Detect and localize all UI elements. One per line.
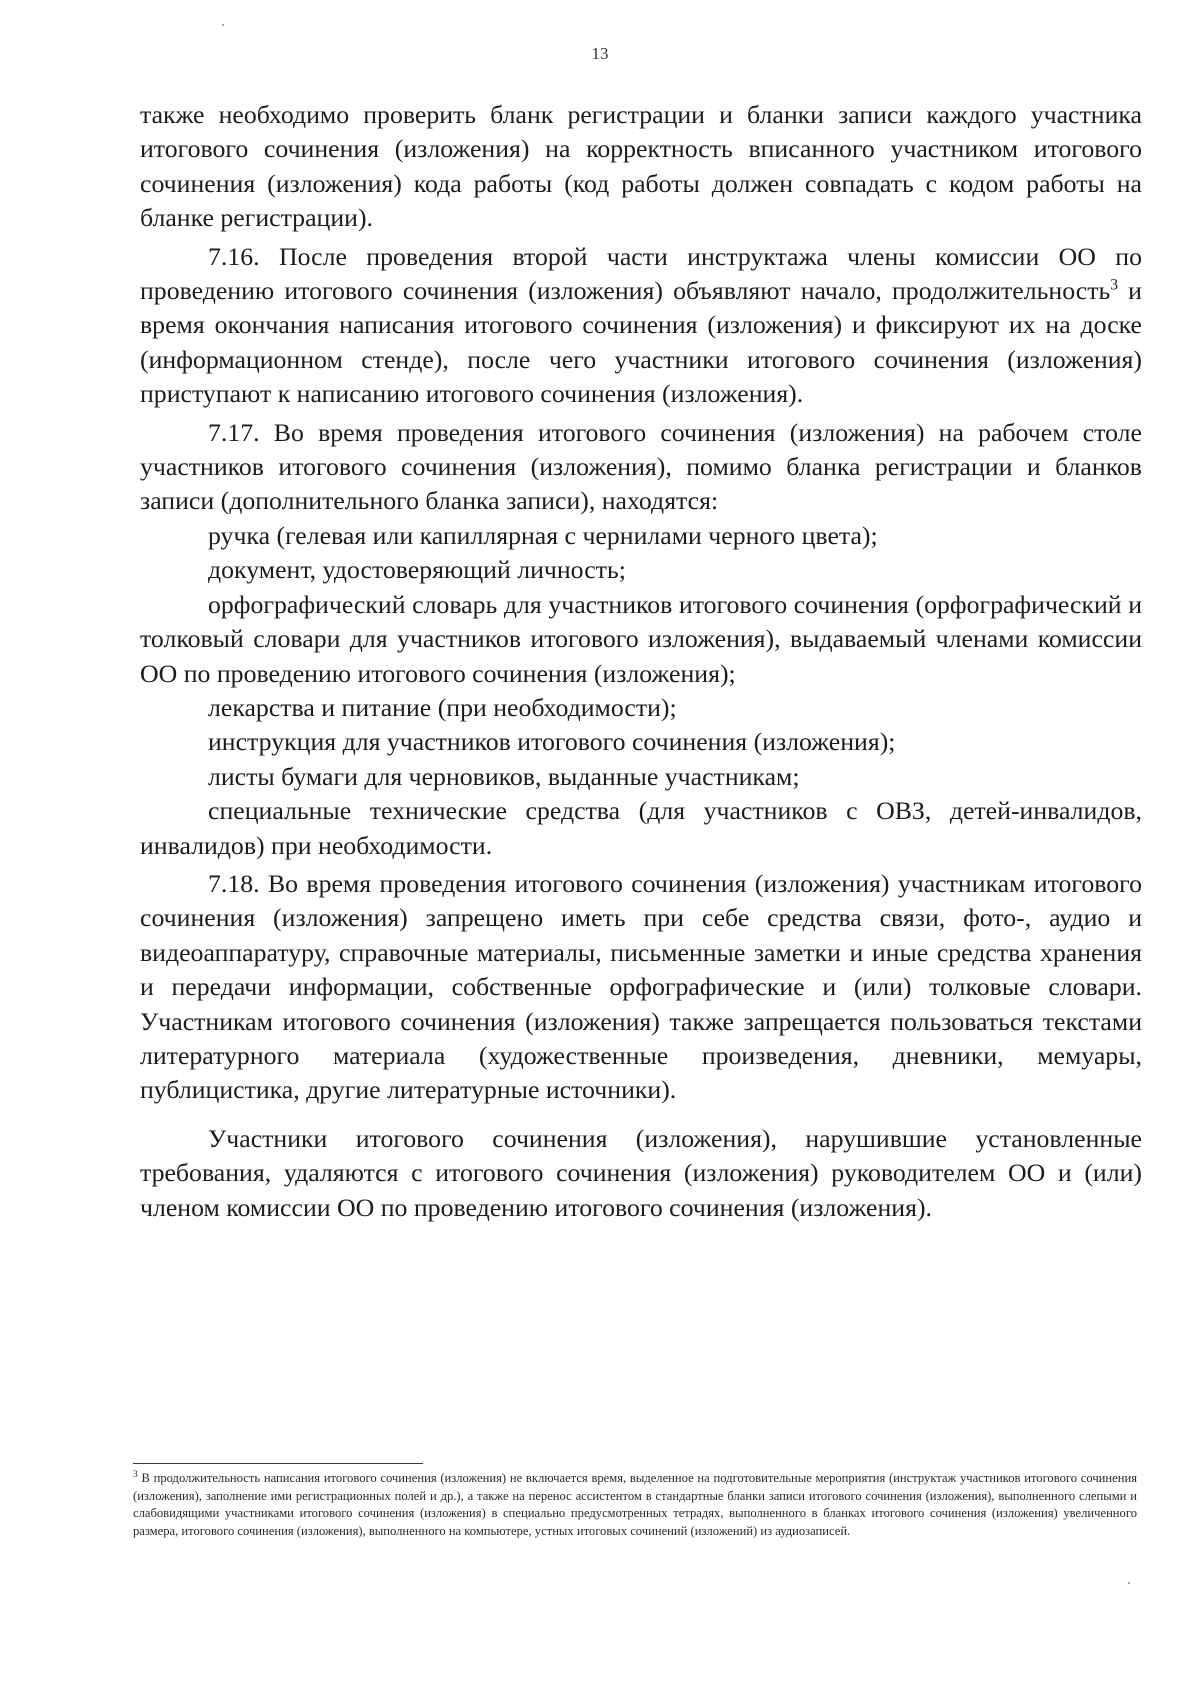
list-item-instructions: инструкция для участников итогового сочинения (изложения);: [208, 727, 896, 757]
paragraph-7-16-part-1: 7.16. После проведения второй части инструктажа члены комиссии ОО по проведению итогового сочинения (изложения) объявляют начало, продолжительность: [140, 241, 1142, 306]
paragraph-7-18: 7.18. Во время проведения итогового сочинения (изложения) участникам итогового сочинения (изложения) запрещено иметь при себе средства связи, фото-, аудио и видеоаппаратуру, справочные материалы, письменные заметки и иные средства хранения и передачи информации, собственные орфографические и (или) толковые словари. Участникам итогового сочинения (изложения) также запрещается пользоваться текстами литературного материала (художественные произведения, дневники, мемуары, публицистика, другие литературные источники).: [140, 868, 1142, 1105]
list-item-draft-sheets: листы бумаги для черновиков, выданные участникам;: [208, 761, 800, 791]
list-item-pen: ручка (гелевая или капиллярная с чернилами черного цвета);: [208, 520, 878, 550]
list-item-medicine-food: лекарства и питание (при необходимости);: [208, 692, 677, 722]
paragraph-7-16: [140, 240, 1142, 412]
paragraph-7-17: 7.17. Во время проведения итогового сочинения (изложения) на рабочем столе участников итогового сочинения (изложения), помимо бланка регистрации и бланков записи (дополнительного бланка записи), находятся:: [140, 417, 1142, 516]
footnote-text: В продолжительность написания итогового сочинения (изложения) не включается время, выделенное на подготовительные мероприятия (инструктаж участников итогового сочинения (изложения), заполнение ими регистрационных полей и др.), а также на перенос ассистентом в стандартные бланки записи итогового сочинения (изложения), выполненного слепыми и слабовидящими участниками итогового сочинения (изложения) в специально предусмотренных тетрадях, выполненного в бланках итогового сочинения (изложения) увеличенного размера, итогового сочинения (изложения), выполненного на компьютере, устных итоговых сочинений (изложений) из аудиозаписей.: [133, 1471, 1137, 1538]
scan-speck: [1128, 1582, 1130, 1584]
list-item-technical-means: специальные технические средства (для участников с ОВЗ, детей-инвалидов, инвалидов) при необходимости.: [140, 796, 1142, 860]
list-item-id-document: документ, удостоверяющий личность;: [208, 555, 626, 585]
footnote-reference: 3: [1110, 276, 1118, 294]
scan-speck: [222, 24, 224, 26]
footnote-marker: 3: [133, 1469, 138, 1480]
list-item-dictionary: орфографический словарь для участников итогового сочинения (орфографический и толковый словари для участников итогового изложения), выдаваемый членами комиссии ОО по проведению итогового сочинения (изложения);: [140, 589, 1142, 688]
paragraph-7-16-part-2: и время окончания написания итогового сочинения (изложения) и фиксируют их на доске (информационном стенде), после чего участники итогового сочинения (изложения) приступают к написанию итогового сочинения (изложения).: [140, 276, 1142, 409]
page-number: 13: [591, 44, 609, 63]
footnote-divider: [133, 1463, 423, 1464]
document-body: [140, 98, 1142, 1225]
footnote: [133, 1470, 1137, 1540]
paragraph-continuation: также необходимо проверить бланк регистрации и бланки записи каждого участника итогового сочинения (изложения) на корректность вписанного участником итогового сочинения (изложения) кода работы (код работы должен совпадать с кодом работы на бланке регистрации).: [140, 100, 1142, 233]
paragraph-removal: Участники итогового сочинения (изложения), нарушившие установленные требования, удаляются с итогового сочинения (изложения) руководителем ОО и (или) членом комиссии ОО по проведению итогового сочинения (изложения).: [140, 1123, 1142, 1222]
